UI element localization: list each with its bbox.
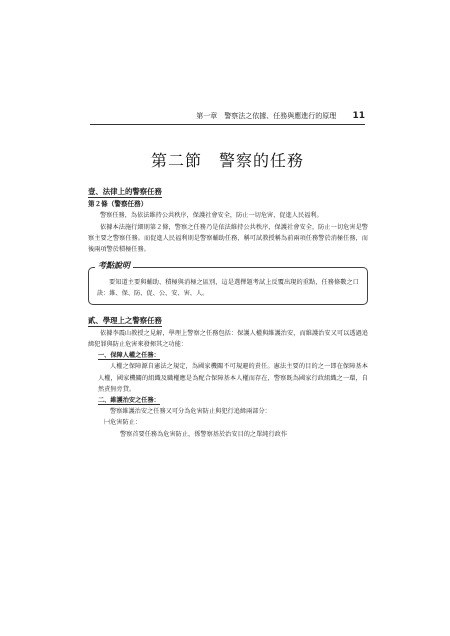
item1-title	[88, 350, 368, 361]
item2-sub-text: 警察首要任務為危害防止，係警察基於治安目的之單純行政作	[120, 430, 288, 438]
item2-title	[88, 395, 368, 406]
running-title: 第一章 警察法之依據、任務與應進行的原理	[196, 112, 337, 120]
header-rule	[90, 124, 365, 125]
article-text: 警察任務，為依法維持公共秩序，保護社會安全，防止一切危害，促進人民福利。	[100, 212, 323, 220]
item1-title-text: 一、保障人權之任務：	[98, 352, 160, 360]
exam-note-text: 要知道主要與輔助、積極與消極之區別，這是選擇題考試上反覆出現的重點，任務條數之口訣：維、保、防、促、公、安、害、人。	[97, 279, 359, 298]
page-number: 11	[352, 111, 365, 121]
item2-sub-title: ㈠危害防止：	[104, 419, 142, 427]
running-header	[90, 109, 365, 123]
section-title: 第二節 警察的任務	[150, 151, 304, 170]
item2-text: 警察維護治安之任務又可分為危害防止與犯行追緝兩部分：	[110, 408, 271, 416]
item2-title-text: 二、維護治安之任務：	[98, 397, 160, 405]
heading-theory-tasks-text: 貳、學理上之警察任務	[88, 315, 162, 325]
article-explanation: 依據本法施行細則第２條，警察之任務乃是依法維持公共秩序，保護社會安全，防止一切危害是警察主要之警察任務。而促進人民福利則是警察輔助任務，稱可試教授稱為前兩項任務警於消極任務，而後兩項警於積極任務。	[88, 223, 368, 254]
heading-legal-tasks	[88, 186, 368, 197]
body-content	[88, 180, 368, 440]
exam-note-box	[88, 261, 368, 304]
theory-intro: 依據李震山教授之見解，學理上警察之任務包括：保護人權與維護治安，而維護治安又可以透過追緝犯罪與防止危害來發揮其之功能：	[88, 329, 368, 349]
item1-text: 人權之保障源自憲法之規定，為國家機關不可規避的責任。憲法主要的目的之一即在保障基本人權，國家機關的組織及職權應是為配合保障基本人權而存在，警察既為國家行政組織之一環，自然責無旁貸。	[98, 363, 368, 393]
exam-note-label: 考點說明	[95, 260, 133, 271]
article-title: 第２條（警察任務）	[88, 200, 148, 209]
heading-legal-tasks-text: 壹、法律上的警察任務	[88, 187, 162, 196]
heading-theory-tasks	[88, 315, 368, 326]
